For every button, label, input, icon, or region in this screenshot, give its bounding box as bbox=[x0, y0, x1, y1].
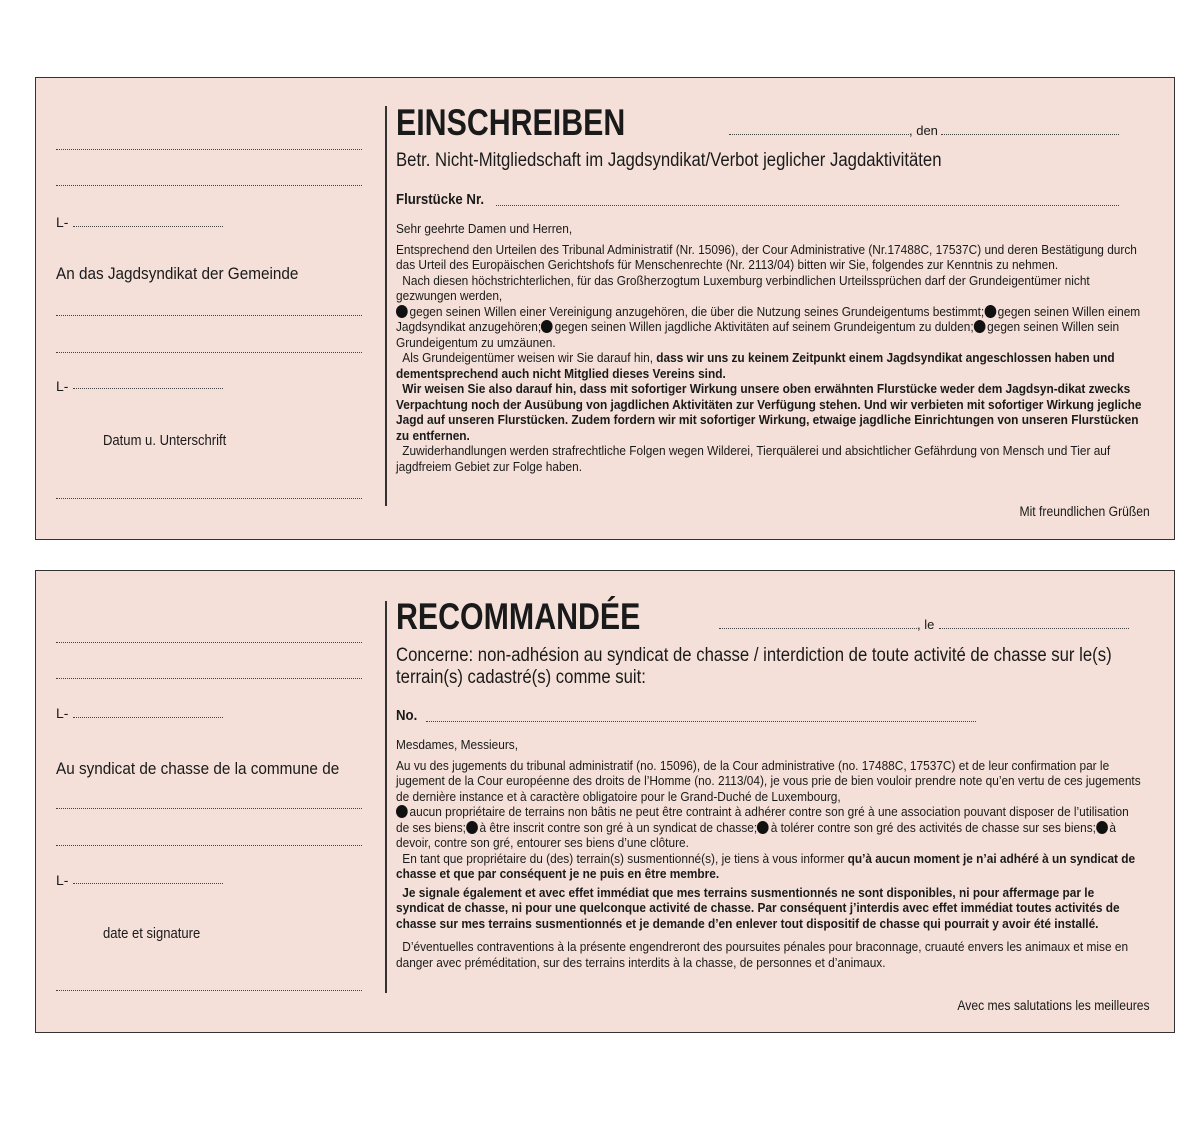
parcel-number-line[interactable] bbox=[496, 205, 1119, 206]
signature-label: Datum u. Unterschrift bbox=[103, 433, 227, 449]
sender-street-line[interactable] bbox=[56, 678, 362, 679]
german-registered-letter-form bbox=[35, 77, 1175, 540]
recipient-label: An das Jagdsyndikat der Gemeinde bbox=[56, 264, 299, 283]
place-line[interactable] bbox=[719, 628, 917, 629]
greeting: Mesdames, Messieurs, bbox=[396, 737, 519, 752]
date-separator: , den bbox=[909, 123, 938, 138]
sender-name-line[interactable] bbox=[56, 642, 362, 643]
signature-line[interactable] bbox=[56, 498, 362, 499]
letter-title: RECOMMANDÉE bbox=[396, 596, 641, 637]
parcel-label: No. bbox=[396, 707, 418, 724]
column-divider bbox=[385, 601, 387, 993]
paragraph-bold-text: qu’à aucun moment je n’ai adhéré à un syndicat de chasse et que par conséquent je ne puis en être membre. bbox=[396, 850, 1136, 881]
bullet-list bbox=[396, 304, 1143, 351]
bullet-item: à tolérer contre son gré des activités de chasse sur ses biens; bbox=[770, 819, 1096, 835]
paragraph-bold-text: dass wir uns zu keinem Zeitpunkt einem Jagdsyndikat angeschlossen haben und dementsprechend auch nicht Mitglied dieses Vereins sind. bbox=[396, 350, 1115, 381]
body-paragraph-4 bbox=[396, 381, 1143, 443]
column-divider bbox=[385, 106, 387, 506]
bullet-icon bbox=[974, 320, 986, 333]
sender-name-line[interactable] bbox=[56, 149, 362, 150]
subject-line: Betr. Nicht-Mitgliedschaft im Jagdsyndikat/Verbot jeglicher Jagdaktivitäten bbox=[396, 150, 942, 171]
bullet-icon bbox=[396, 305, 408, 318]
recipient-line-2[interactable] bbox=[56, 352, 362, 353]
bullet-item: gegen seinen Willen einem Jagdsyndikat anzugehören; bbox=[396, 303, 1141, 334]
recipient-postcode-prefix: L- bbox=[56, 872, 69, 888]
paragraph-bold-text: Je signale également et avec effet immédiat que mes terrains susmentionnés ne sont disponibles, ni pour affermage par le syndicat de chasse, ni pour une quelconque activité de chasse. Par conséquent j’interdis avec effet immédiat toutes activités de chasse sur mes terrains susmentionnés et je demande d’en enlever tout dispositif de chasse qui pourrait y avoir été installé. bbox=[396, 884, 1120, 931]
body-paragraph-1: Au vu des jugements du tribunal administratif (no. 15096), de la Cour administrative (no. 17488C, 17537C) et de leur confirmation par le jugement de la Cour européenne des droits de l’Homme (no. 2113/04), je vous prie de bien vouloir prendre note qu’en vertu de ces jugements de dernière instance et à caractère obligatoire pour le Grand-Duché de Luxembourg, bbox=[396, 757, 1141, 804]
recipient-label: Au syndicat de chasse de la commune de bbox=[56, 759, 340, 778]
bullet-icon bbox=[984, 305, 996, 318]
signature-line[interactable] bbox=[56, 990, 362, 991]
signature-label: date et signature bbox=[103, 926, 201, 942]
greeting: Sehr geehrte Damen und Herren, bbox=[396, 221, 573, 236]
recipient-postcode-line[interactable] bbox=[73, 883, 223, 884]
bullet-icon bbox=[466, 821, 478, 834]
letter-body bbox=[396, 737, 1143, 970]
sender-postcode-prefix: L- bbox=[56, 214, 69, 230]
paragraph-text: Als Grundeigentümer weisen wir Sie darauf hin, bbox=[402, 350, 657, 365]
bullet-item: gegen seinen Willen jagdliche Aktivitäten auf seinem Grundeigentum zu dulden; bbox=[554, 319, 974, 334]
bullet-icon bbox=[1096, 821, 1108, 834]
date-separator: , le bbox=[917, 617, 935, 632]
body-paragraph-4: D’éventuelles contraventions à la présente engendreront des poursuites pénales pour braconnage, cruauté envers les animaux et mise en danger avec préméditation, sur des terrains interdits à la chasse, de personnes et d’animaux. bbox=[396, 939, 1129, 970]
recipient-postcode-line[interactable] bbox=[73, 388, 223, 389]
french-registered-letter-form bbox=[35, 570, 1175, 1033]
letter-title: EINSCHREIBEN bbox=[396, 102, 626, 143]
bullet-icon bbox=[541, 320, 553, 333]
body-paragraph-1: Entsprechend den Urteilen des Tribunal Administratif (Nr. 15096), der Cour Administrative (Nr.17488C, 17537C) und deren Bestätigung durch das Urteil des Europäischen Gerichtshofs für Menschenrechte (Nr. 2113/04) bitten wir Sie, folgendes zur Kenntnis zu nehmen. bbox=[396, 241, 1137, 272]
recipient-line-2[interactable] bbox=[56, 845, 362, 846]
body-paragraph-3 bbox=[396, 350, 1143, 381]
body-paragraph-3 bbox=[396, 885, 1143, 932]
recipient-line-1[interactable] bbox=[56, 315, 362, 316]
subject-line: Concerne: non-adhésion au syndicat de chasse / interdiction de toute activité de chasse sur le(s) terrain(s) cadastré(s) comme suit: bbox=[396, 645, 1112, 688]
bullet-icon bbox=[396, 805, 408, 818]
place-line[interactable] bbox=[729, 134, 909, 135]
paragraph-bold-text: Wir weisen Sie also darauf hin, dass mit sofortiger Wirkung unsere oben erwähnten Flurstücke weder dem Jagdsyn-dikat zwecks Verpachtung noch der Ausübung von jagdlichen Aktivitäten zur Verfügung stehen. Und wir verbieten mit sofortiger Wirkung jegliche Jagd auf unseren Flurstücken. Zudem fordern wir mit sofortiger Wirkung, etwaige jagdliche Einrichtungen von unseren Flurstücken zu entfernen. bbox=[396, 381, 1142, 443]
bullet-item: gegen seinen Willen sein Grundeigentum zu umzäunen. bbox=[396, 319, 1120, 350]
closing-salutation: Mit freundlichen Grüßen bbox=[1019, 504, 1150, 519]
recipient-postcode-prefix: L- bbox=[56, 378, 69, 394]
closing-salutation: Avec mes salutations les meilleures bbox=[957, 998, 1150, 1013]
sender-street-line[interactable] bbox=[56, 185, 362, 186]
body-paragraph-5: Zuwiderhandlungen werden strafrechtliche Folgen wegen Wilderei, Tierquälerei und absichtlicher Gefährdung von Mensch und Tier auf jagdfreiem Gebiet zur Folge haben. bbox=[396, 443, 1111, 474]
sender-postcode-line[interactable] bbox=[73, 226, 223, 227]
parcel-number-line[interactable] bbox=[426, 721, 976, 722]
sender-postcode-prefix: L- bbox=[56, 705, 69, 721]
date-line[interactable] bbox=[941, 134, 1119, 135]
bullet-item: à devoir, contre son gré, entourer ses biens d’une clôture. bbox=[396, 819, 1117, 850]
bullet-item: à être inscrit contre son gré à un syndicat de chasse; bbox=[479, 819, 758, 835]
bullet-item: aucun propriétaire de terrains non bâtis ne peut être contraint à adhérer contre son gré à une association pouvant disposer de l’utilisation de ses biens; bbox=[396, 804, 1129, 835]
date-line[interactable] bbox=[939, 628, 1129, 629]
bullet-icon bbox=[757, 821, 769, 834]
bullet-list bbox=[396, 804, 1143, 851]
sender-postcode-line[interactable] bbox=[73, 717, 223, 718]
bullet-item: gegen seinen Willen einer Vereinigung anzugehören, die über die Nutzung seines Grundeigentums bestimmt; bbox=[409, 303, 985, 319]
parcel-label: Flurstücke Nr. bbox=[396, 191, 485, 208]
recipient-line-1[interactable] bbox=[56, 808, 362, 809]
letter-body bbox=[396, 221, 1143, 474]
paragraph-text: En tant que propriétaire du (des) terrain(s) susmentionné(s), je tiens à vous informer bbox=[402, 850, 848, 866]
body-paragraph-2 bbox=[396, 851, 1143, 882]
body-paragraph-2: Nach diesen höchstrichterlichen, für das Großherzogtum Luxemburg verbindlichen Urteilssprüchen darf der Grundeigentümer nicht gezwungen werden, bbox=[396, 272, 1090, 303]
